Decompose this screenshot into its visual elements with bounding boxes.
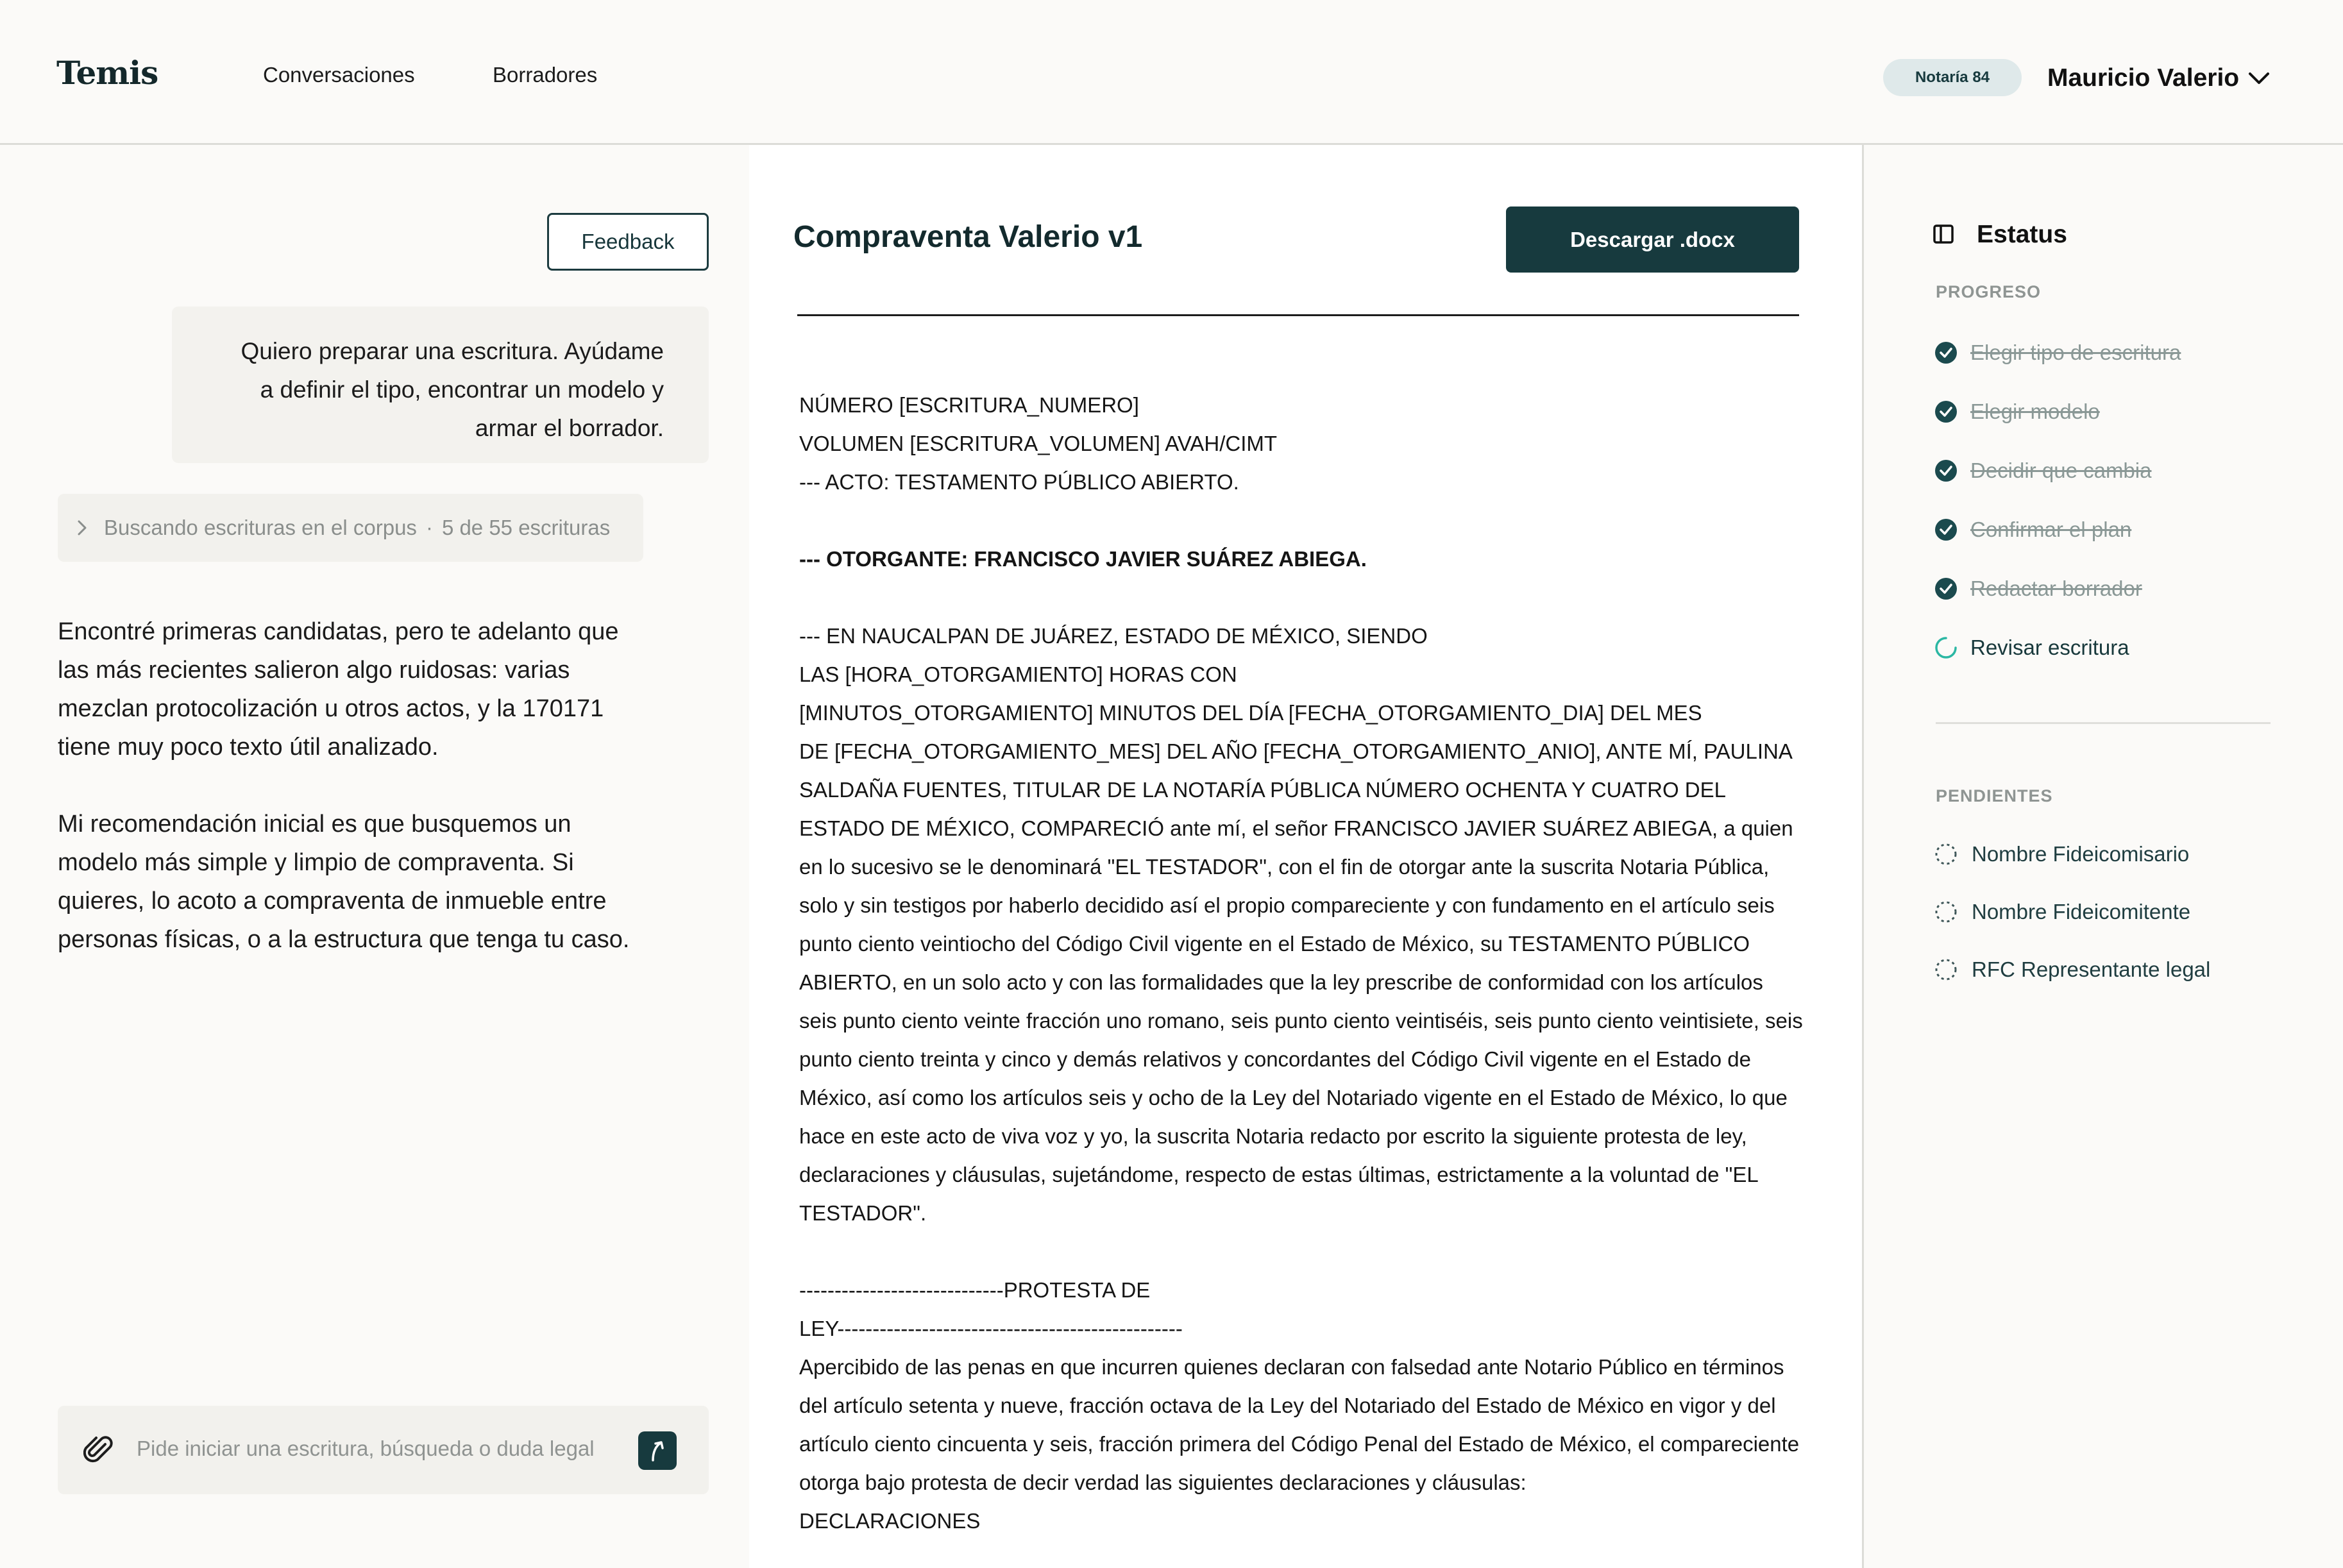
document-title: Compraventa Valerio v1 [793, 220, 1143, 254]
progress-step [1934, 396, 2100, 428]
progress-step [1934, 573, 2142, 605]
progress-step-label: Decidir que cambia [1970, 459, 2152, 482]
progress-step-label: Redactar borrador [1970, 577, 2142, 600]
assistant-line: modelo más simple y limpio de compraventa. Si [58, 849, 574, 876]
assistant-message [58, 612, 648, 997]
nav-conversaciones[interactable]: Conversaciones [263, 63, 415, 87]
document-blank-line [799, 1233, 1806, 1271]
document-line: en lo sucesivo se le denominará "EL TESTADOR", con el fin de otorgar ante la suscrita Notaria Pública, [799, 855, 1770, 879]
nav-borradores[interactable]: Borradores [493, 63, 598, 87]
document-line: México, así como los artículos seis y ocho de la Ley del Notariado vigente en el Estado de México, lo que [799, 1086, 1788, 1109]
document-line: NÚMERO [ESCRITURA_NUMERO] [799, 393, 1139, 417]
progress-step [1934, 514, 2131, 546]
document-line: --- OTORGANTE: FRANCISCO JAVIER SUÁREZ ABIEGA. [799, 547, 1367, 571]
document-line: --- EN NAUCALPAN DE JUÁREZ, ESTADO DE MÉXICO, SIENDO [799, 624, 1428, 648]
loading-spinner-icon [1934, 636, 1958, 659]
top-bar [0, 0, 2343, 145]
check-circle-icon [1934, 459, 1958, 482]
document-line: TESTADOR". [799, 1201, 927, 1225]
document-line: del artículo setenta y nueve, fracción octava de la Ley del Notariado del Estado de México en vigor y del [799, 1394, 1776, 1417]
send-arrow-icon [648, 1440, 667, 1462]
notaria-badge: Notaría 84 [1883, 59, 2022, 96]
document-line: ESTADO DE MÉXICO, COMPARECIÓ ante mí, el señor FRANCISCO JAVIER SUÁREZ ABIEGA, a quien [799, 816, 1793, 840]
document-body [799, 386, 1806, 1540]
document-line: --- ACTO: TESTAMENTO PÚBLICO ABIERTO. [799, 470, 1239, 494]
assistant-line: tiene muy poco texto útil analizado. [58, 734, 439, 761]
assistant-line: personas físicas, o a la estructura que tenga tu caso. [58, 926, 630, 953]
feedback-button[interactable]: Feedback [547, 213, 709, 271]
progress-step [1934, 455, 2151, 487]
document-line: punto ciento treinta y cinco y demás relativos y concordantes del Código Civil vigente en el Estado de [799, 1047, 1752, 1071]
assistant-paragraph [58, 612, 648, 766]
pending-item[interactable] [1934, 838, 2189, 870]
assistant-line: las más recientes salieron algo ruidosas: varias [58, 657, 570, 684]
paperclip-icon[interactable] [83, 1434, 113, 1466]
document-line: DECLARACIONES [799, 1509, 981, 1533]
user-menu-name[interactable]: Mauricio Valerio [2047, 64, 2240, 92]
separator-dot: · [425, 516, 433, 539]
check-circle-icon [1934, 518, 1958, 541]
pending-label: PENDIENTES [1936, 786, 2053, 805]
chevron-down-icon[interactable] [2248, 71, 2270, 86]
user-message-line: armar el borrador. [475, 415, 664, 441]
progress-step-label: Elegir tipo de escritura [1970, 341, 2181, 364]
document-line: ABIERTO, en un solo acto y con las formalidades que la ley prescribe de conformidad con los artículos [799, 970, 1763, 994]
document-line: [MINUTOS_OTORGAMIENTO] MINUTOS DEL DÍA [FECHA_OTORGAMIENTO_DIA] DEL MES [799, 701, 1702, 725]
check-circle-icon [1934, 577, 1958, 600]
pending-dashed-circle-icon [1934, 958, 1958, 981]
progress-step-label: Elegir modelo [1970, 400, 2100, 423]
pending-item[interactable] [1934, 954, 2210, 986]
pending-dashed-circle-icon [1934, 900, 1958, 923]
assistant-line: Mi recomendación inicial es que busquemos un [58, 811, 571, 838]
document-blank-line [799, 578, 1806, 617]
user-message-line: Quiero preparar una escritura. Ayúdame [241, 338, 664, 364]
search-status-text: Buscando escrituras en el corpus [104, 516, 417, 539]
assistant-line: mezclan protocolización u otros actos, y la 170171 [58, 695, 604, 722]
document-line: LAS [HORA_OTORGAMIENTO] HORAS CON [799, 662, 1237, 686]
document-blank-line [799, 502, 1806, 540]
document-line: otorga bajo protesta de decir verdad las siguientes declaraciones y cláusulas: [799, 1471, 1527, 1494]
progress-step [1934, 632, 2129, 664]
sidebar-toggle-icon[interactable] [1933, 223, 1954, 245]
document-line: -----------------------------PROTESTA DE [799, 1278, 1151, 1302]
document-line: LEY------------------------------------------------- [799, 1317, 1183, 1340]
document-line: SALDAÑA FUENTES, TITULAR DE LA NOTARÍA PÚBLICA NÚMERO OCHENTA Y CUATRO DEL [799, 778, 1727, 802]
status-title: Estatus [1977, 221, 2067, 248]
progress-label: PROGRESO [1936, 282, 2042, 301]
composer-placeholder[interactable]: Pide iniciar una escritura, búsqueda o duda legal [137, 1437, 595, 1460]
app-logo[interactable]: Temis [56, 54, 158, 92]
check-circle-icon [1934, 400, 1958, 423]
user-message-line: a definir el tipo, encontrar un modelo y [260, 376, 664, 403]
assistant-paragraph [58, 805, 648, 959]
document-line: punto ciento veintiocho del Código Civil vigente en el Estado de México, su TESTAMENTO PÚBLICO [799, 932, 1750, 956]
progress-step-label: Confirmar el plan [1970, 518, 2132, 541]
check-circle-icon [1934, 341, 1958, 364]
document-line: hace en este acto de viva voz y yo, la suscrita Notaria redacto por escrito la siguiente protesta de ley, [799, 1124, 1747, 1148]
document-line: seis punto ciento veinte fracción uno romano, seis punto ciento veintiséis, seis punto ciento veintisiete, seis [799, 1009, 1803, 1033]
document-line: artículo ciento cincuenta y seis, fracción primera del Código Penal del Estado de México, el compareciente [799, 1432, 1800, 1456]
chat-composer[interactable] [58, 1406, 709, 1494]
send-button[interactable] [638, 1431, 677, 1470]
pending-item[interactable] [1934, 896, 2190, 928]
progress-step [1934, 337, 2181, 369]
search-count-text: 5 de 55 escrituras [441, 516, 611, 539]
assistant-line: Encontré primeras candidatas, pero te adelanto que [58, 618, 619, 645]
pending-item-label: RFC Representante legal [1972, 957, 2211, 981]
pending-dashed-circle-icon [1934, 843, 1958, 866]
assistant-line: quieres, lo acoto a compraventa de inmueble entre [58, 888, 607, 915]
document-line: declaraciones y cláusulas, sujetándome, respecto de estas últimas, estrictamente a la voluntad de "EL [799, 1163, 1759, 1186]
user-message [172, 307, 709, 463]
chevron-right-icon [77, 519, 87, 536]
document-line: DE [FECHA_OTORGAMIENTO_MES] DEL AÑO [FECHA_OTORGAMIENTO_ANIO], ANTE MÍ, PAULINA [799, 739, 1793, 763]
progress-step-label: Revisar escritura [1970, 636, 2129, 659]
search-activity-pill[interactable] [58, 494, 643, 562]
pending-item-label: Nombre Fideicomisario [1972, 842, 2190, 866]
pending-item-label: Nombre Fideicomitente [1972, 900, 2191, 923]
document-line: solo y sin testigos por haberlo decidido así el propio compareciente y con fundamento en el artículo seis [799, 893, 1775, 917]
document-line: VOLUMEN [ESCRITURA_VOLUMEN] AVAH/CIMT [799, 432, 1278, 455]
download-docx-button[interactable]: Descargar .docx [1506, 207, 1799, 273]
document-line: Apercibido de las penas en que incurren quienes declaran con falsedad ante Notario Público en términos [799, 1355, 1784, 1379]
status-divider [1936, 722, 2271, 724]
document-divider [797, 314, 1799, 316]
